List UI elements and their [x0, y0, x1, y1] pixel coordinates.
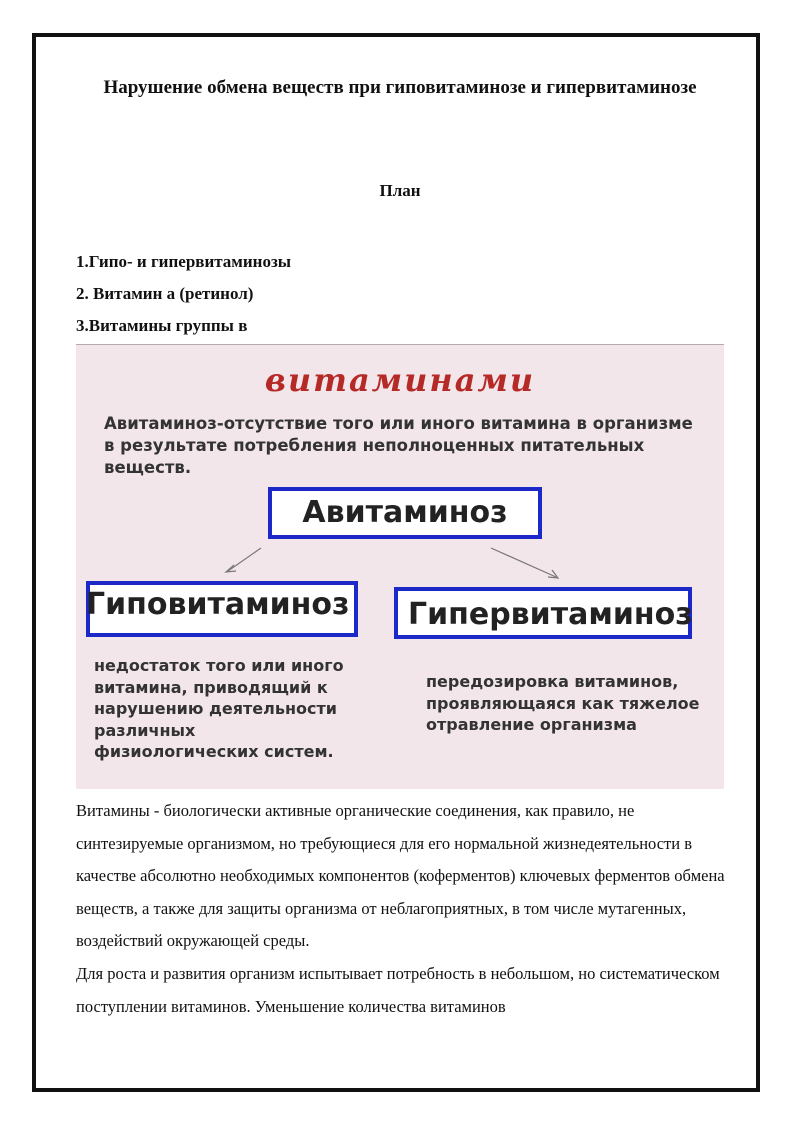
figure-heading: витаминами — [264, 361, 536, 399]
avitaminosis-definition: Авитаминоз-отсутствие того или иного витамина в организме в результате потребления неполноценных питательных веществ. — [104, 414, 693, 477]
table-of-contents — [76, 246, 291, 342]
hypovitaminosis-description: недостаток того или иного витамина, приводящий к нарушению деятельности различных физиологических систем. — [94, 656, 344, 761]
toc-item: 2. Витамин а (ретинол) — [76, 284, 254, 303]
document-title: Нарушение обмена веществ при гиповитаминозе и гипервитаминозе — [103, 77, 697, 98]
toc-item: 1.Гипо- и гипервитаминозы — [76, 252, 292, 271]
hypovitaminosis-label: Гиповитаминоз — [86, 587, 350, 622]
hypovitaminosis-box — [86, 581, 358, 637]
hypervitaminosis-description: передозировка витаминов, проявляющаяся как тяжелое отравление организма — [426, 672, 700, 734]
plan-heading: План — [379, 181, 421, 200]
vitamin-diagram-image — [76, 344, 724, 789]
paragraph: Витамины - биологически активные органические соединения, как правило, не синтезируемые организмом, но требующиеся для его нормальной жизнедеятельности в качестве абсолютно необходимых компонентов (коферментов) ключевых ферментов обмена веществ, а также для защиты организма от неблагоприятных, в том числе мутагенных, воздействий окружающей среды. — [76, 801, 725, 951]
hypervitaminosis-label: Гипервитаминоз — [408, 597, 693, 632]
arrow-left-line — [228, 548, 261, 571]
arrow-right-line — [491, 548, 556, 577]
toc-item: 3.Витамины группы в — [76, 316, 248, 335]
paragraph: Для роста и развития организм испытывает потребность в небольшом, но систематическом поступлении витаминов. Уменьшение количества витаминов — [76, 963, 720, 1016]
avitaminosis-box: Авитаминоз — [268, 487, 542, 539]
body-text — [76, 795, 726, 1023]
hypervitaminosis-box — [394, 587, 692, 639]
